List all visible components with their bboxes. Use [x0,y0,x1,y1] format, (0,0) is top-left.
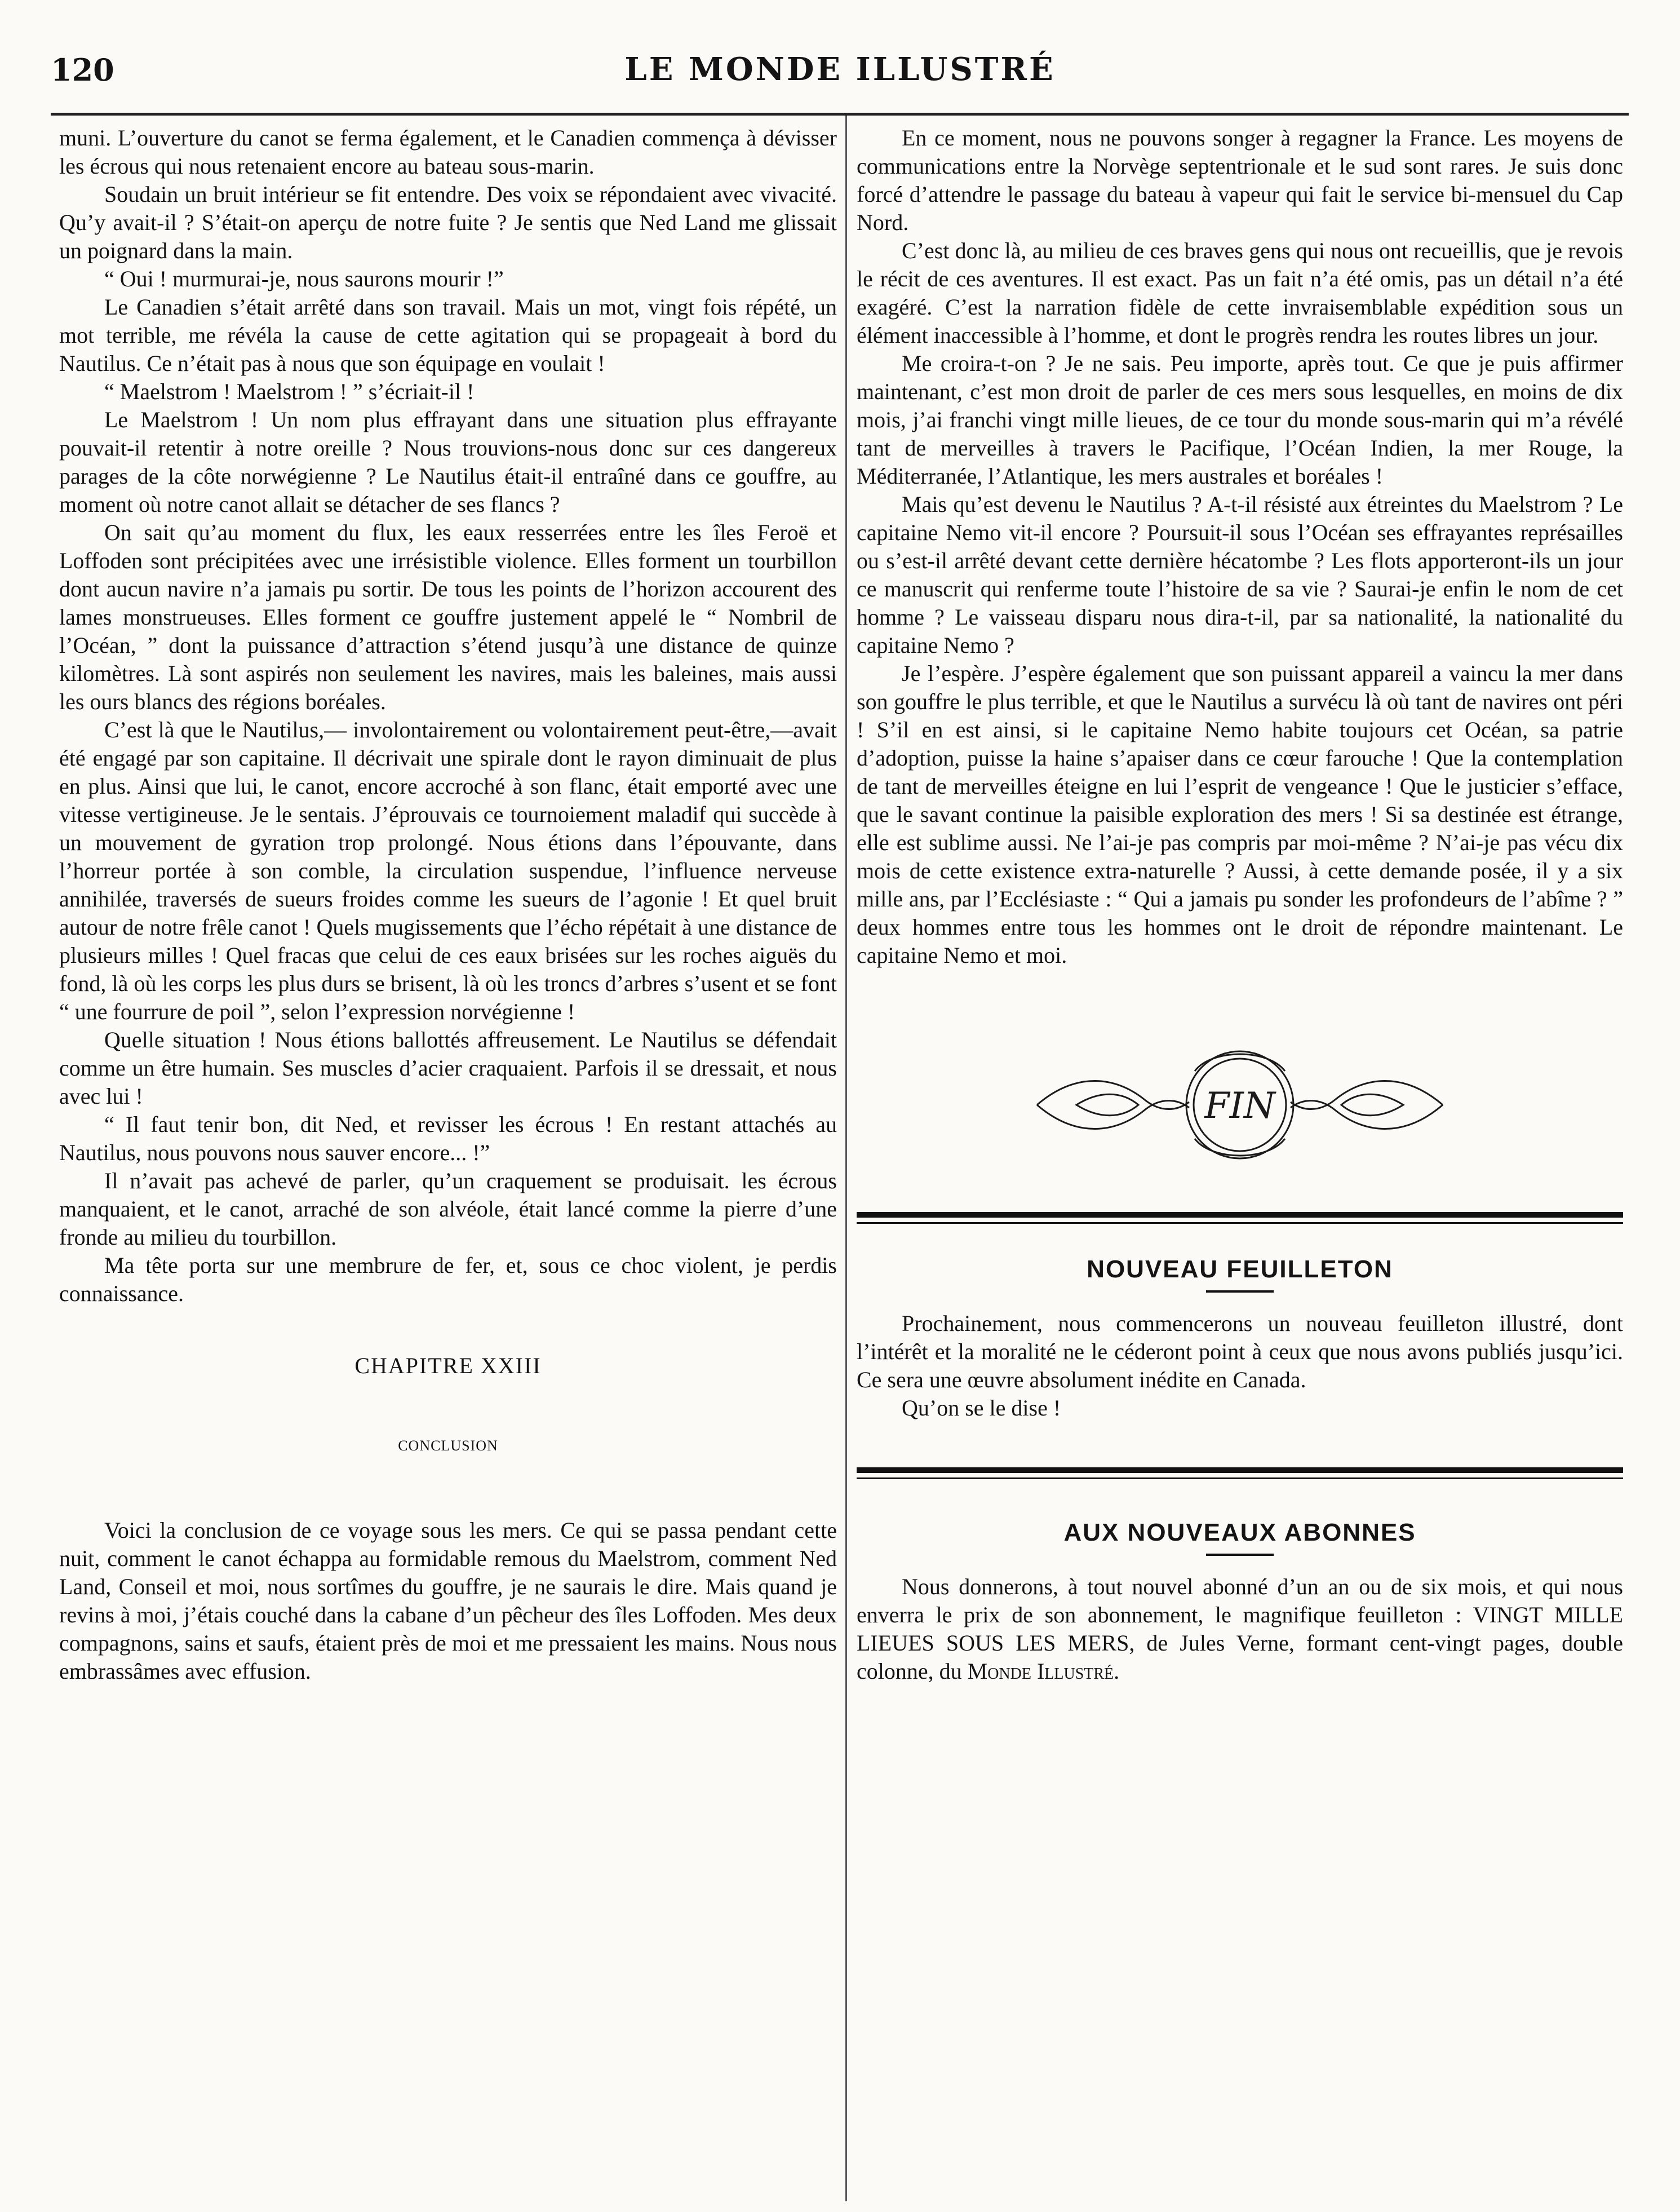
conclusion-paragraph: Voici la conclusion de ce voyage sous les mers. Ce qui se passa pendant cette nuit, comment le canot échappa au formidable remous du Maelstrom, comment Ned Land, Conseil et moi, nous sortîmes du gouffre, je ne saurais le dire. Mais quand je revins à moi, j’étais couché dans la cabane d’un pêcheur des îles Loffoden. Mes deux compagnons, sains et saufs, étaient près de moi et me pressaient les mains. Nous nous embrassâmes avec effusion. [59,1518,837,1684]
feuilleton-title: NOUVEAU FEUILLETON [1087,1255,1393,1283]
chapter-subtitle: CONCLUSION [398,1437,498,1454]
paragraph: En ce moment, nous ne pouvons songer à regagner la France. Les moyens de communications entre la Norvège septentrionale et le sud sont rares. Je suis donc forcé d’attendre le passage du bateau à vapeur qui fait le service bi-mensuel du Cap Nord. [857,125,1623,235]
section-divider [857,1467,1623,1479]
feuilleton-paragraph: Qu’on se le dise ! [902,1395,1061,1421]
feuilleton-paragraph: Prochainement, nous commencerons un nouveau feuilleton illustré, dont l’intérêt et la moralité ne le céderont point à ceux que nous avons publiés jusqu’ici. Ce sera une œuvre absolument inédite en Canada. [857,1311,1623,1392]
abonnes-text: Nous donnerons, à tout nouvel abonné d’un an ou de six mois, et qui nous enverra le prix de son abonnement, le magnifique feuilleton : VINGT MILLE LIEUES SOUS LES MERS, de Jules Verne, formant cent-vingt pages, double colonne, du [857,1574,1623,1684]
abonnes-title: AUX NOUVEAUX ABONNES [1063,1519,1416,1546]
paragraph: Ma tête porta sur une membrure de fer, et, sous ce choc violent, je perdis connaissance. [59,1253,837,1306]
paragraph: Mais qu’est devenu le Nautilus ? A-t-il résisté aux étreintes du Maelstrom ? Le capitaine Nemo vit-il encore ? Poursuit-il sous l’Océan ses effrayantes représailles ou s’est-il arrêté devant cette dernière hécatombe ? Les flots apporteront-ils un jour ce manuscrit qui renferme toute l’histoire de sa vie ? Saurai-je enfin le nom de cet homme ? Le vaisseau disparu nous dira-t-il, par sa nationalité, la nationalité du capitaine Nemo ? [857,492,1623,658]
paragraph: “ Oui ! murmurai-je, nous saurons mourir !” [104,266,504,291]
abonnes-paragraph [857,1573,1623,1685]
page-number: 120 [51,52,114,88]
masthead-title: LE MONDE ILLUSTRÉ [624,51,1056,88]
paragraph: Soudain un bruit intérieur se fit entendre. Des voix se répondaient avec vivacité. Qu’y avait-il ? S’était-on aperçu de notre fuite ? Je sentis que Ned Land me glissait un poignard dans la main. [59,182,837,263]
paragraph: muni. L’ouverture du canot se ferma également, et le Canadien commença à dévisser les écrous qui nous retenaient encore au bateau sous-marin. [59,125,837,179]
chapter-title: CHAPITRE XXIII [354,1353,542,1378]
right-column [857,124,1623,1685]
paragraph: “ Maelstrom ! Maelstrom ! ” s’écriait-il ! [104,379,475,404]
paragraph: C’est donc là, au milieu de ces braves gens qui nous ont recueillis, que je revois le récit de ces aventures. Il est exact. Pas un fait n’a été omis, pas un détail n’a été exagéré. C’est la narration fidèle de cette invraisemblable expédition sous un élément inaccessible à l’homme, et dont le progrès rendra les routes libres un jour. [857,238,1623,348]
publication-name: Monde Illustré [967,1658,1114,1684]
title-underline [1206,1554,1274,1556]
header-rule [51,113,1629,116]
paragraph: C’est là que le Nautilus,— involontairement ou volontairement peut-être,—avait été engagé par son capitaine. Il décrivait une spirale dont le rayon diminuait de plus en plus. Ainsi que lui, le canot, encore accroché à son flanc, était emporté avec une vitesse vertigineuse. Je le sentais. J’éprouvais ce tournoiement maladif qui succède à un mouvement de gyration trop prolongé. Nous étions dans l’épouvante, dans l’horreur portée à son comble, la circulation suspendue, l’influence nerveuse annihilée, traversés de sueurs froides comme les sueurs de l’agonie ! Et quel bruit autour de notre frêle canot ! Quels mugissements que l’écho répétait à une distance de plusieurs milles ! Quel fracas que celui de ces eaux brisées sur les roches aiguës du fond, là où les corps les plus durs se brisent, là où les troncs d’arbres s’usent et se font “ une fourrure de poil ”, selon l’expression norvégienne ! [59,717,837,1024]
fin-ornament [1026,1037,1454,1173]
paragraph: “ Il faut tenir bon, dit Ned, et revisser les écrous ! En restant attachés au Nautilus, nous pouvons nous sauver encore... !” [59,1112,837,1165]
paragraph: Le Maelstrom ! Un nom plus effrayant dans une situation plus effrayante pouvait-il retentir à notre oreille ? Nous trouvions-nous donc sur ces dangereux parages de la côte norwégienne ? Le Nautilus était-il entraîné dans ce gouffre, au moment où notre canot allait se détacher de ses flancs ? [59,407,837,517]
section-divider [857,1212,1623,1224]
column-divider [845,116,847,2201]
paragraph: Il n’avait pas achevé de parler, qu’un craquement se produisait. les écrous manquaient, et le canot, arraché de son alvéole, était lancé comme la pierre d’une fronde au milieu du tourbillon. [59,1168,837,1250]
paragraph: Me croira-t-on ? Je ne sais. Peu importe, après tout. Ce que je puis affirmer maintenant, c’est mon droit de parler de ces mers sous lesquelles, en moins de dix mois, j’ai franchi vingt mille lieues, de ce tour du monde sous-marin qui m’a révélé tant de merveilles à travers le Pacifique, l’Océan Indien, la mer Rouge, la Méditerranée, l’Atlantique, les mers australes et boréales ! [857,351,1623,489]
paragraph: Je l’espère. J’espère également que son puissant appareil a vaincu la mer dans son gouffre le plus terrible, et que le Nautilus a survécu là où tant de navires ont péri ! S’il en est ainsi, si le capitaine Nemo habite toujours cet Océan, sa patrie d’adoption, puisse la haine s’apaiser dans ce cœur farouche ! Que la contemplation de tant de merveilles éteigne en lui l’esprit de vengeance ! Que le justicier s’efface, que le savant continue la paisible exploration des mers ! Si sa destinée est étrange, elle est sublime aussi. Ne l’ai-je pas compris par moi-même ? N’ai-je pas vécu dix mois de cette existence extra-naturelle ? Aussi, à cette demande posée, il y a six mille ans, par l’Ecclésiaste : “ Qui a jamais pu sonder les profondeurs de l’abîme ? ” deux hommes entre tous les hommes ont le droit de répondre maintenant. Le capitaine Nemo et moi. [857,661,1623,968]
fin-monogram: FIN [1204,1085,1275,1127]
abonnes-text-end: . [1114,1658,1120,1684]
paragraph: On sait qu’au moment du flux, les eaux resserrées entre les îles Feroë et Loffoden sont précipitées avec une irrésistible violence. Elles forment un tourbillon dont aucun navire n’a jamais pu sortir. De tous les points de l’horizon accourent des lames monstrueuses. Elles forment ce gouffre justement appelé le “ Nombril de l’Océan, ” dont la puissance d’attraction s’étend jusqu’à une distance de quinze kilomètres. Là sont aspirés non seulement les navires, mais les baleines, mais aussi les ours blancs des régions boréales. [59,520,837,714]
paragraph: Quelle situation ! Nous étions ballottés affreusement. Le Nautilus se défendait comme un être humain. Ses muscles d’acier craquaient. Parfois il se dressait, et nous avec lui ! [59,1027,837,1109]
paragraph: Le Canadien s’était arrêté dans son travail. Mais un mot, vingt fois répété, un mot terrible, me révéla la cause de cette agitation qui se propageait à bord du Nautilus. Ce n’était pas à nous que son équipage en voulait ! [59,294,837,376]
left-column [59,124,837,1685]
page-header [0,0,1680,107]
title-underline [1206,1290,1274,1293]
